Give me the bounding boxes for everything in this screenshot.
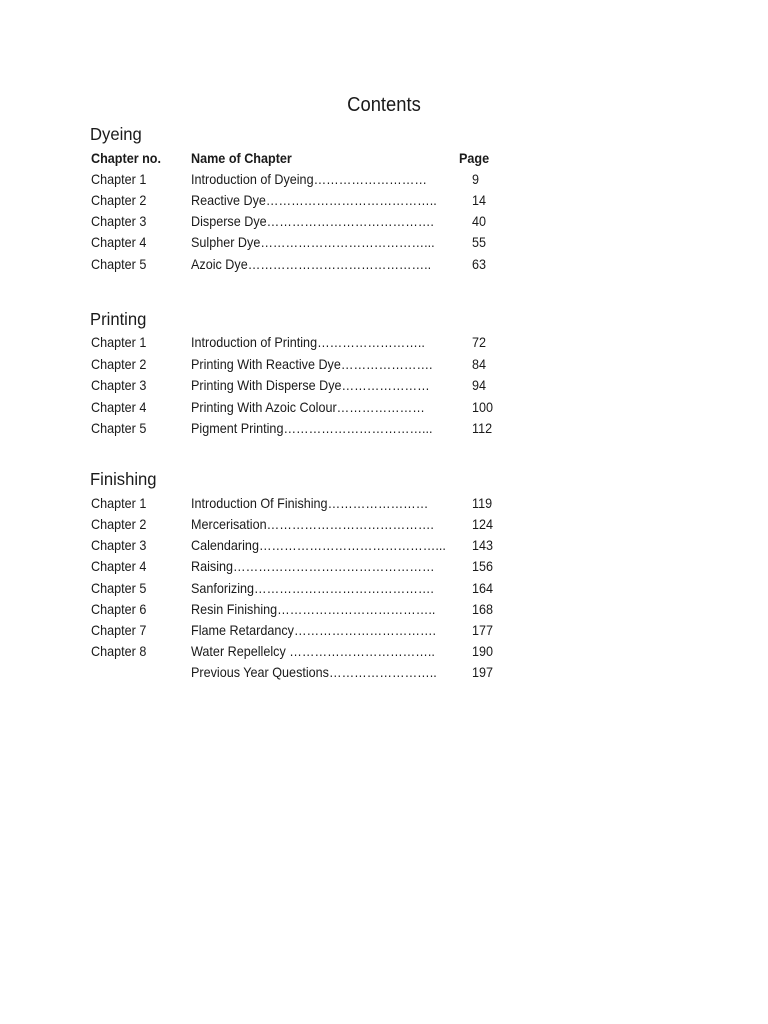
chapter-name: Resin Finishing………………………………..	[191, 601, 436, 617]
page-number: 14	[472, 192, 487, 208]
chapter-name: Introduction Of Finishing……………………	[191, 495, 429, 511]
toc-row	[0, 662, 768, 683]
chapter-number: Chapter 2	[91, 192, 147, 208]
chapter-name: Pigment Printing……………………………...	[191, 420, 433, 436]
toc-row	[0, 211, 768, 232]
chapter-name: Disperse Dye………………………………….	[191, 213, 434, 229]
page-number: 84	[472, 356, 487, 372]
chapter-name: Introduction of Dyeing………………………	[191, 171, 427, 187]
page-number: 168	[472, 601, 494, 617]
chapter-number: Chapter 5	[91, 580, 147, 596]
chapter-number: Chapter 6	[91, 601, 147, 617]
page-number: 112	[472, 420, 493, 436]
chapter-name: Water Repellelcy ……………………………..	[191, 643, 435, 659]
chapter-number: Chapter 3	[91, 213, 147, 229]
name-of-chapter-header: Name of Chapter	[191, 150, 292, 166]
chapter-number: Chapter 1	[91, 334, 147, 350]
chapter-number: Chapter 1	[91, 495, 147, 511]
toc-row	[0, 232, 768, 253]
chapter-number: Chapter 8	[91, 643, 147, 659]
chapter-number: Chapter 1	[91, 171, 147, 187]
chapter-no-header: Chapter no.	[91, 150, 162, 166]
toc-row	[0, 332, 768, 353]
page-number: 72	[472, 334, 487, 350]
toc-row	[0, 641, 768, 662]
page-title: Contents	[347, 94, 421, 116]
toc-row	[0, 254, 768, 275]
page-number: 9	[472, 171, 480, 187]
chapter-name: Reactive Dye…………………………………..	[191, 192, 437, 208]
toc-row	[0, 599, 768, 620]
chapter-name: Printing With Azoic Colour…………………	[191, 399, 425, 415]
section-heading-finishing: Finishing	[90, 469, 157, 489]
chapter-name: Previous Year Questions……………………..	[191, 664, 437, 680]
chapter-number: Chapter 3	[91, 537, 147, 553]
page-number: 94	[472, 377, 487, 393]
toc-row	[0, 190, 768, 211]
toc-row	[0, 556, 768, 577]
toc-row	[0, 578, 768, 599]
chapter-name: Sulpher Dye…………………………………...	[191, 234, 435, 250]
chapter-name: Azoic Dye……………………………………..	[191, 256, 432, 272]
chapter-name: Flame Retardancy…………………………….	[191, 622, 437, 638]
toc-row	[0, 620, 768, 641]
page-number: 40	[472, 213, 487, 229]
chapter-name: Calendaring……………………………………...	[191, 537, 446, 553]
toc-row	[0, 514, 768, 535]
chapter-name: Mercerisation………………………………….	[191, 516, 434, 532]
chapter-name: Raising…………………………………………	[191, 558, 435, 574]
page-number: 119	[472, 495, 493, 511]
chapter-name: Printing With Reactive Dye………………….	[191, 356, 433, 372]
toc-row	[0, 493, 768, 514]
section-heading-dyeing: Dyeing	[90, 124, 142, 144]
section-heading-printing: Printing	[90, 309, 147, 329]
page-number: 63	[472, 256, 487, 272]
chapter-name: Sanforizing…………………………………….	[191, 580, 434, 596]
chapter-number: Chapter 2	[91, 356, 147, 372]
page-number: 190	[472, 643, 494, 659]
toc-row	[0, 397, 768, 418]
chapter-name: Printing With Disperse Dye…………………	[191, 377, 430, 393]
page-header: Page	[459, 150, 490, 166]
page-number: 164	[472, 580, 494, 596]
chapter-name: Introduction of Printing……………………..	[191, 334, 425, 350]
toc-row	[0, 418, 768, 439]
chapter-number: Chapter 4	[91, 558, 147, 574]
page-number: 143	[472, 537, 494, 553]
toc-row	[0, 354, 768, 375]
page-number: 124	[472, 516, 494, 532]
table-header-row	[0, 148, 768, 169]
page-number: 156	[472, 558, 494, 574]
chapter-number: Chapter 7	[91, 622, 147, 638]
page-number: 197	[472, 664, 494, 680]
chapter-number: Chapter 3	[91, 377, 147, 393]
chapter-number: Chapter 4	[91, 234, 147, 250]
page-number: 100	[472, 399, 494, 415]
chapter-number: Chapter 2	[91, 516, 147, 532]
toc-row	[0, 535, 768, 556]
chapter-number: Chapter 4	[91, 399, 147, 415]
page-number: 177	[472, 622, 494, 638]
page-number: 55	[472, 234, 487, 250]
toc-row	[0, 169, 768, 190]
toc-row	[0, 375, 768, 396]
chapter-number: Chapter 5	[91, 256, 147, 272]
chapter-number: Chapter 5	[91, 420, 147, 436]
